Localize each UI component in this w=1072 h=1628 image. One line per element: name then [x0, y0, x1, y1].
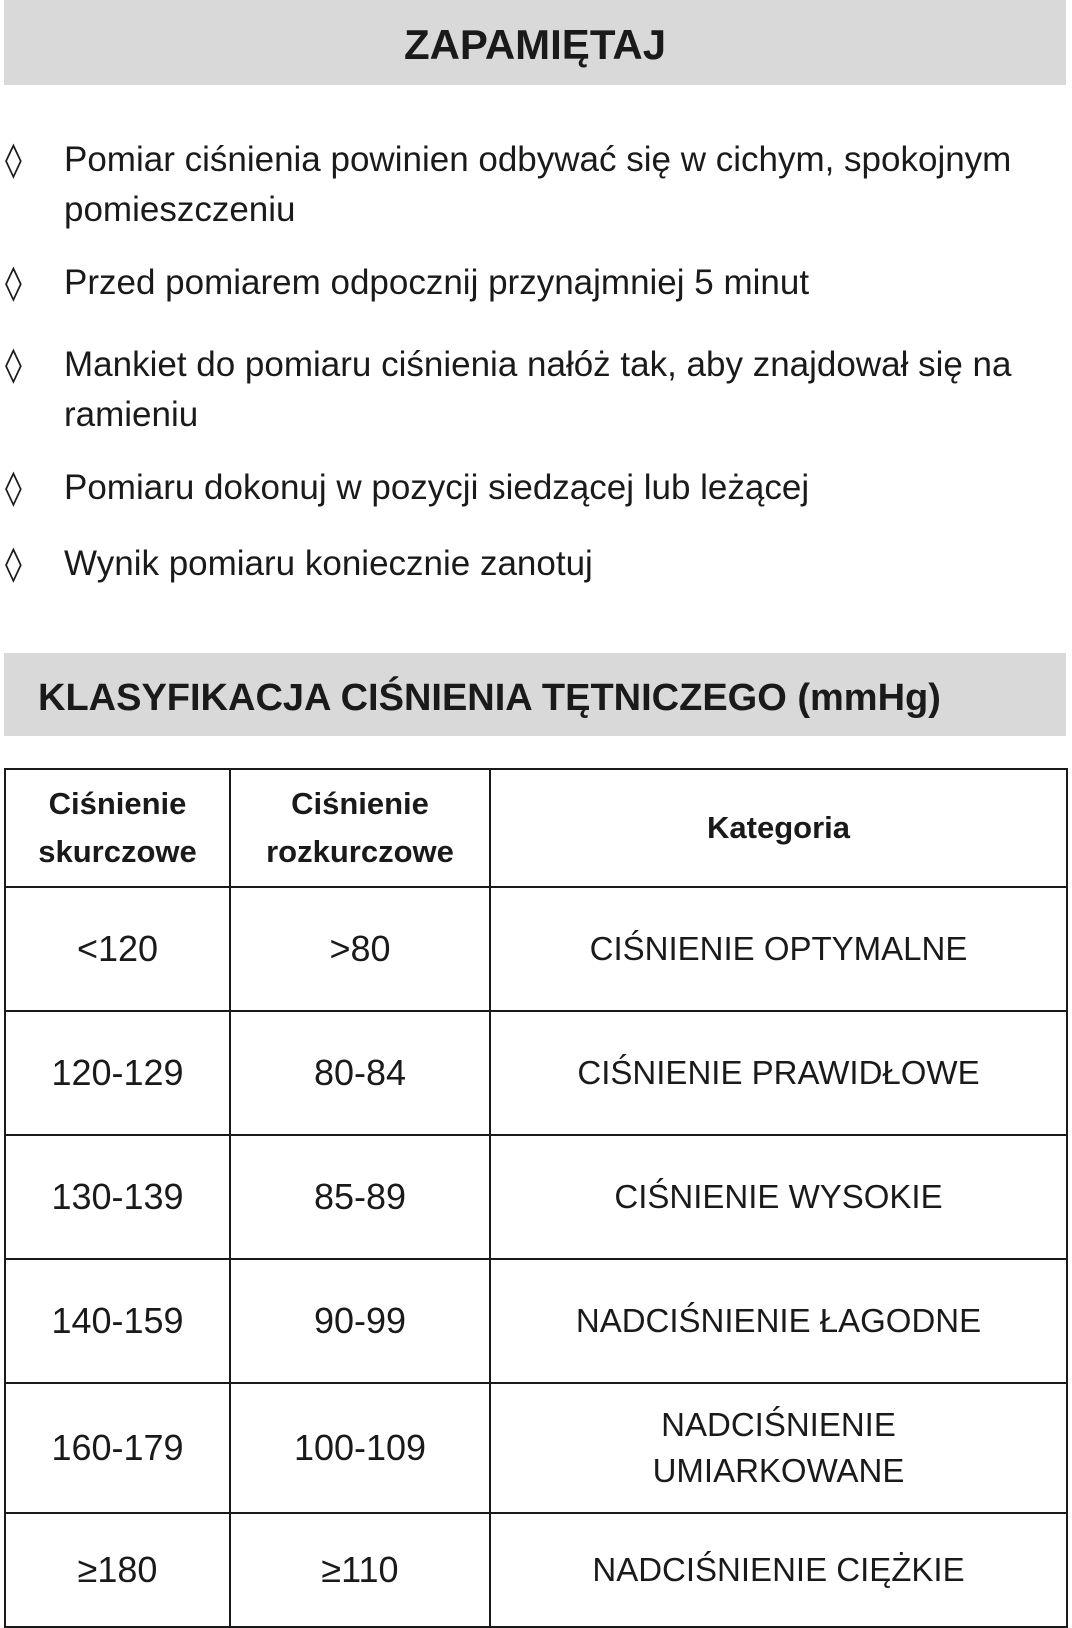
diamond-bullet-icon: ◊ [5, 263, 22, 303]
list-item-text: Mankiet do pomiaru ciśnienia nałóż tak, aby znajdował się na ramieniu [64, 345, 1012, 434]
systolic-cell: ≥180 [5, 1513, 230, 1627]
systolic-cell: 130-139 [5, 1135, 230, 1259]
classification-title: KLASYFIKACJA CIŚNIENIA TĘTNICZEGO (mmHg) [38, 677, 941, 719]
diamond-bullet-icon: ◊ [5, 345, 22, 385]
table-row [5, 1011, 1067, 1135]
header-diastolic: Ciśnienie rozkurczowe [230, 769, 490, 887]
table-row [5, 1135, 1067, 1259]
category-cell: NADCIŚNIENIE CIĘŻKIE [490, 1513, 1067, 1627]
diastolic-cell: 85-89 [230, 1135, 490, 1259]
diamond-bullet-icon: ◊ [5, 468, 22, 508]
systolic-cell: 140-159 [5, 1259, 230, 1383]
header-systolic: Ciśnienie skurczowe [5, 769, 230, 887]
diastolic-cell: 90-99 [230, 1259, 490, 1383]
category-cell: NADCIŚNIENIE ŁAGODNE [490, 1259, 1067, 1383]
remember-title: ZAPAMIĘTAJ [403, 21, 667, 68]
diastolic-cell: 100-109 [230, 1383, 490, 1513]
header-category: Kategoria [490, 769, 1067, 887]
table-row [5, 887, 1067, 1011]
table-header-row [5, 769, 1067, 887]
classification-banner [4, 653, 1066, 736]
blood-pressure-table [4, 768, 1068, 1628]
category-cell: NADCIŚNIENIE UMIARKOWANE [490, 1383, 1067, 1513]
diamond-bullet-icon: ◊ [5, 140, 22, 180]
systolic-cell: 120-129 [5, 1011, 230, 1135]
diamond-bullet-icon: ◊ [5, 544, 22, 584]
list-item-text: Wynik pomiaru koniecznie zanotuj [64, 544, 593, 583]
list-item-text: Przed pomiarem odpocznij przynajmniej 5 minut [64, 263, 810, 302]
category-cell: CIŚNIENIE WYSOKIE [490, 1135, 1067, 1259]
remember-banner [4, 0, 1066, 85]
category-cell: CIŚNIENIE PRAWIDŁOWE [490, 1011, 1067, 1135]
table-row [5, 1383, 1067, 1513]
diastolic-cell: >80 [230, 887, 490, 1011]
category-cell: CIŚNIENIE OPTYMALNE [490, 887, 1067, 1011]
list-item-text: Pomiaru dokonuj w pozycji siedzącej lub leżącej [64, 468, 810, 507]
diastolic-cell: 80-84 [230, 1011, 490, 1135]
table-row [5, 1513, 1067, 1627]
list-item-text: Pomiar ciśnienia powinien odbywać się w cichym, spokojnym pomieszczeniu [64, 140, 1012, 229]
diastolic-cell: ≥110 [230, 1513, 490, 1627]
table-row [5, 1259, 1067, 1383]
systolic-cell: 160-179 [5, 1383, 230, 1513]
systolic-cell: <120 [5, 887, 230, 1011]
